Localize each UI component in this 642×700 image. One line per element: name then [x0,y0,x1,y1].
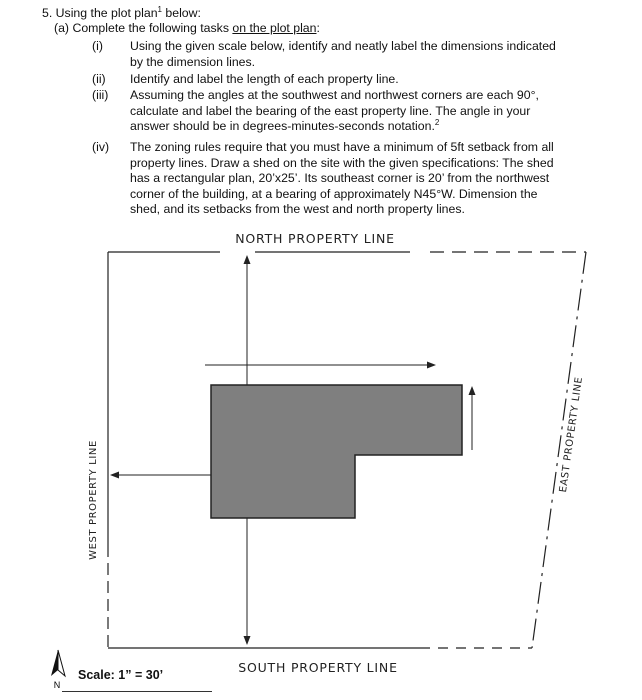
question-header-text: 5. Using the plot plan [42,6,158,20]
question-header-tail: below: [161,6,201,20]
task-number: (iii) [92,88,109,102]
footnote-mark-1: 1 [157,4,162,14]
north-arrow-icon [51,650,65,676]
north-property-label: NORTH PROPERTY LINE [235,231,395,246]
task-text: Identify and label the length of each property line. [130,72,399,86]
north-arrow-label: N [53,680,61,690]
scale-underline [62,691,212,692]
footnote-mark-2: 2 [434,117,440,127]
part-a-prefix: (a) Complete the following tasks [54,21,233,35]
east-property-label: EAST PROPERTY LINE [557,376,586,494]
task-number: (i) [92,39,103,53]
task-text: The zoning rules require that you must have a minimum of 5ft setback from all property lines. Draw a shed on the site with the given specifications: The shed has a rectangular plan, 20’x25’. Its southeast corner is 20’ from the northwest corner of the building, at a bearing of approximately N45°W. Dimension the shed, and its setbacks from the west and north property lines. [130,140,554,216]
west-property-label: WEST PROPERTY LINE [88,440,99,560]
task-text: Assuming the angles at the southwest and northwest corners are each 90°, calculate and label the bearing of the east property line. The angle in your answer should be in degrees-minutes-seconds notation. [130,88,539,133]
east-property-line [532,252,586,648]
task-number: (ii) [92,72,106,86]
task-text: Using the given scale below, identify and neatly label the dimensions indicated by the dimension lines. [130,39,556,69]
task-number: (iv) [92,140,110,154]
part-a-underlined: on the plot plan [232,21,317,35]
south-property-label: SOUTH PROPERTY LINE [238,660,398,675]
part-a-suffix: : [316,21,320,35]
scale-label: Scale: 1” = 30’ [78,668,164,682]
building-footprint [211,385,462,518]
